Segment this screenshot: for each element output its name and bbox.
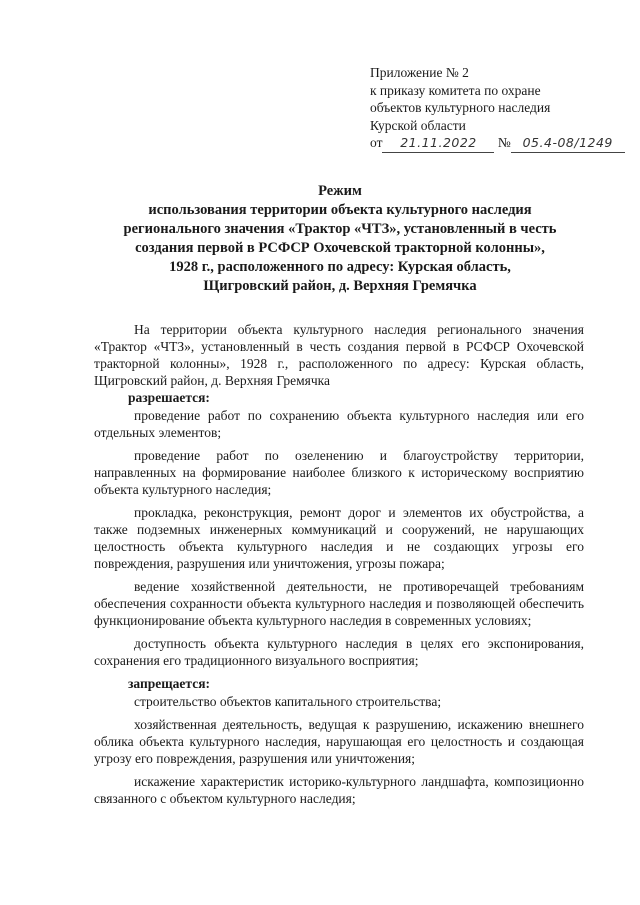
allowed-item: проведение работ по озеленению и благоустройству территории, направленных на формирование наиболее близкого к историческому восприятию объекта культурного наследия; — [94, 448, 584, 497]
allowed-item: прокладка, реконструкция, ремонт дорог и элементов их обустройства, а также подземных инженерных коммуникаций и сооружений, не нарушающих целостность объекта культурного наследия и не создающих угрозы его повреждения, разрушения или уничтожения, угрозы пожара; — [94, 505, 584, 571]
title-line: регионального значения «Трактор «ЧТЗ», установленный в честь — [123, 221, 557, 237]
appendix-committee: объектов культурного наследия — [370, 100, 551, 115]
appendix-block — [370, 64, 630, 153]
handwritten-number: 05.4-08/1249 — [511, 134, 625, 153]
appendix-region: Курской области — [370, 117, 466, 133]
forbidden-item: строительство объектов капитального строительства; — [134, 694, 442, 709]
forbidden-label: запрещается: — [128, 676, 211, 691]
title-heading: Режим — [318, 183, 362, 199]
title-line: использования территории объекта культурного наследия — [148, 202, 532, 218]
number-sign: № — [497, 135, 511, 150]
title-line: 1928 г., расположенного по адресу: Курская область, — [169, 259, 511, 275]
title-line: Щигровский район, д. Верхняя Гремячка — [203, 278, 477, 294]
allowed-item: доступность объекта культурного наследия в целях его экспонирования, сохранения его традиционного визуального восприятия; — [94, 636, 584, 668]
handwritten-date: 21.11.2022 — [382, 134, 494, 153]
document-body — [94, 321, 584, 813]
appendix-order-ref: к приказу комитета по охране — [370, 82, 541, 98]
document-title — [90, 182, 590, 296]
allowed-item: проведение работ по сохранению объекта культурного наследия или его отдельных элементов; — [94, 408, 584, 440]
date-prefix: от — [370, 135, 383, 150]
forbidden-item: хозяйственная деятельность, ведущая к разрушению, искажению внешнего облика объекта культурного наследия, нарушающая его целостность и создающая угрозу его повреждения, разрушения или уничтожения; — [94, 717, 584, 766]
title-line: создания первой в РСФСР Охочевской тракторной колонны», — [135, 240, 545, 256]
allowed-item: ведение хозяйственной деятельности, не противоречащей требованиям обеспечения сохранности объекта культурного наследия и позволяющей обеспечить функционирование объекта культурного наследия в современных условиях; — [94, 579, 584, 628]
appendix-number: Приложение № 2 — [370, 65, 469, 80]
allowed-label: разрешается: — [128, 390, 210, 405]
forbidden-item: искажение характеристик историко-культурного ландшафта, композиционно связанного с объектом культурного наследия; — [94, 774, 584, 806]
appendix-date-number-line — [370, 134, 630, 153]
intro-paragraph: На территории объекта культурного наследия регионального значения «Трактор «ЧТЗ», установленный в честь создания первой в РСФСР Охочевской тракторной колонны», 1928 г., расположенного по адресу: Курская область, Щигровский район, д. Верхняя Гремячка — [94, 322, 584, 388]
